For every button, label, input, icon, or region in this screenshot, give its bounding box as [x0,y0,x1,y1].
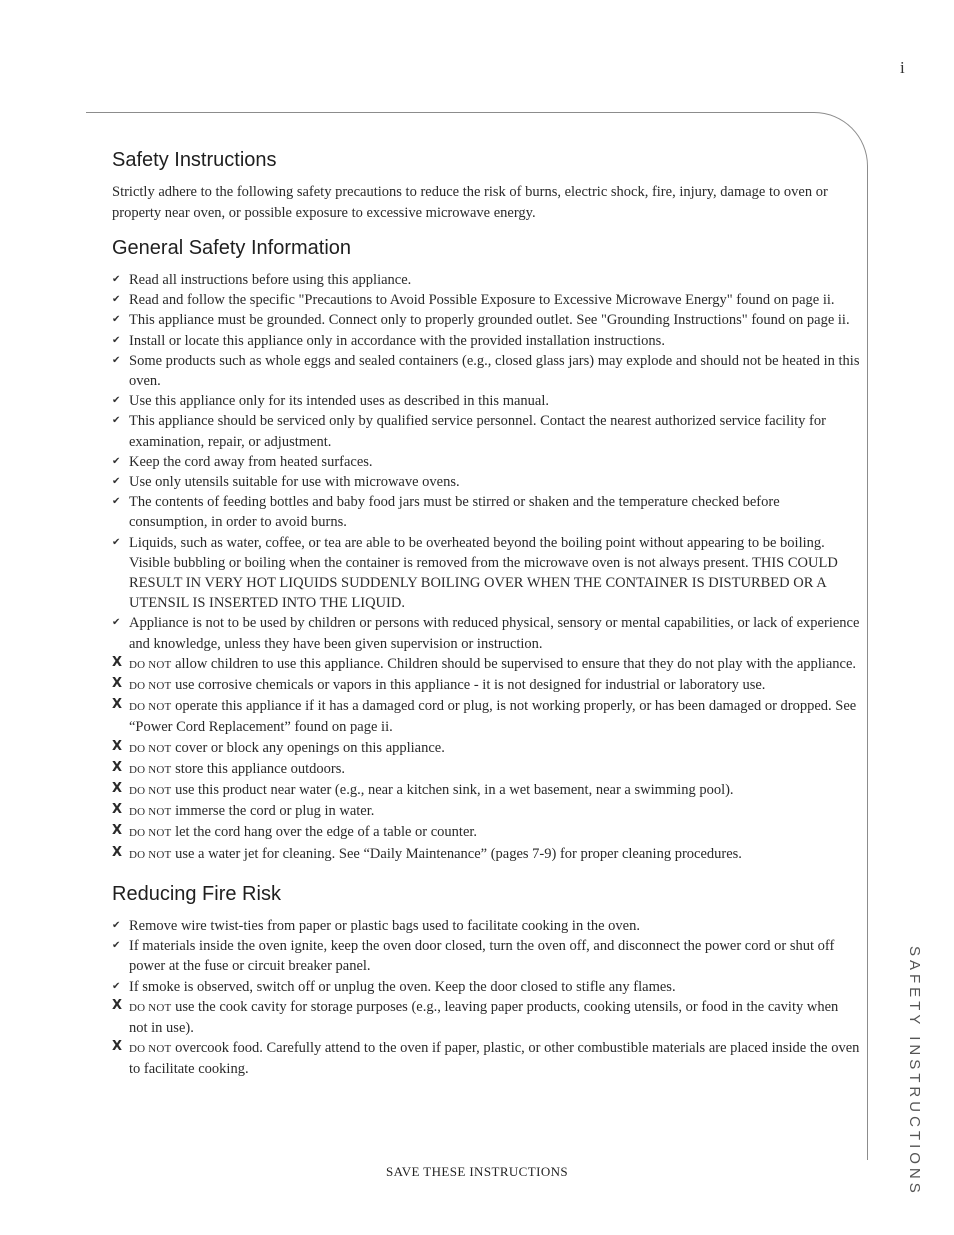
instruction-item [112,472,860,492]
item-text: Liquids, such as water, coffee, or tea are able to be overheated beyond the boiling point without appearing to be boiling. Visible bubbling or boiling when the container is removed from the microwave oven is not always present. THIS COULD RESULT IN VERY HOT LIQUIDS SUDDENLY BOILING OVER WHEN THE CONTAINER IS DISTURBED OR A UTENSIL IS INSERTED INTO THE LIQUID. [129,534,838,612]
instruction-item [112,977,860,997]
prohibition-item [112,696,860,737]
do-not-label: DO NOT [129,742,172,755]
item-text: store this appliance outdoors. [175,760,346,777]
checkmark-icon: ✔ [112,980,121,992]
x-mark-icon: X [112,1039,123,1055]
item-text: Use only utensils suitable for use with microwave ovens. [129,474,460,491]
section-heading: General Safety Information [112,237,352,259]
prohibition-item [112,844,860,865]
checkmark-icon: ✔ [112,496,121,508]
do-not-label: DO NOT [129,1043,172,1056]
item-text: Remove wire twist-ties from paper or plastic bags used to facilitate cooking in the oven. [129,917,640,934]
item-text: The contents of feeding bottles and baby food jars must be stirred or shaken and the temperature checked before consumption, in order to avoid burns. [129,494,780,531]
item-text: This appliance should be serviced only by qualified service personnel. Contact the nearest authorized service facility for examination, repair, or adjustment. [129,413,826,450]
do-not-label: DO NOT [129,806,172,819]
item-text: use corrosive chemicals or vapors in this appliance - it is not designed for industrial or laboratory use. [175,677,766,694]
item-text: use the cook cavity for storage purposes (e.g., leaving paper products, cooking utensils, or food in the cavity when not in use). [129,998,839,1036]
x-mark-icon: X [112,802,123,818]
checkmark-icon: ✔ [112,415,121,427]
x-mark-icon: X [112,654,123,670]
prohibition-item [112,759,860,780]
instruction-item [112,492,860,532]
do-not-label: DO NOT [129,680,172,693]
do-not-label: DO NOT [129,1001,172,1014]
prohibition-item [112,780,860,801]
do-not-label: DO NOT [129,848,172,861]
instruction-item [112,533,860,614]
do-not-label: DO NOT [129,827,172,840]
do-not-label: DO NOT [129,658,172,671]
section-heading: Reducing Fire Risk [112,882,281,905]
item-text: allow children to use this appliance. Children should be supervised to ensure that they do not play with the appliance. [175,655,857,672]
side-tab-label: SAFETY INSTRUCTIONS [906,946,923,1197]
do-not-label: DO NOT [129,701,172,714]
page-number: i [900,58,905,77]
do-not-label: DO NOT [129,763,172,776]
checkmark-icon: ✔ [112,919,121,931]
item-text: This appliance must be grounded. Connect only to properly grounded outlet. See "Grounding Instructions" found on page ii. [129,312,850,329]
item-text: immerse the cord or plug in water. [175,803,375,820]
instruction-item [112,351,860,391]
x-mark-icon: X [112,676,123,692]
item-text: Keep the cord away from heated surfaces. [129,453,373,470]
prohibition-item [112,801,860,822]
x-mark-icon: X [112,844,123,860]
safety-list [112,916,860,1080]
x-mark-icon: X [112,823,123,839]
instruction-item [112,290,860,310]
item-text: Read all instructions before using this appliance. [129,272,412,288]
item-text: cover or block any openings on this appliance. [175,739,445,756]
section-intro: Strictly adhere to the following safety precautions to reduce the risk of burns, electric shock, fire, injury, damage to oven or property near oven, or possible exposure to excessive microwave energy. [112,184,828,221]
prohibition-item [112,675,860,696]
checkmark-icon: ✔ [112,455,121,467]
prohibition-item [112,997,860,1038]
instruction-item [112,936,860,976]
x-mark-icon: X [112,997,123,1013]
item-text: Appliance is not to be used by children or persons with reduced physical, sensory or mental capabilities, or lack of experience and knowledge, unless they have been given supervision or instruction. [129,615,860,652]
checkmark-icon: ✔ [112,314,121,326]
checkmark-icon: ✔ [112,940,121,952]
item-text: Use this appliance only for its intended uses as described in this manual. [129,393,550,410]
do-not-label: DO NOT [129,785,172,798]
instruction-item [112,391,860,411]
prohibition-item [112,738,860,759]
prohibition-item [112,822,860,843]
checkmark-icon: ✔ [112,536,121,548]
prohibition-item [112,654,860,675]
item-text: If smoke is observed, switch off or unplug the oven. Keep the door closed to stifle any flames. [129,978,676,995]
x-mark-icon: X [112,697,123,713]
item-text: Read and follow the specific "Precautions to Avoid Possible Exposure to Excessive Microwave Energy" found on page ii. [129,292,835,309]
item-text: use this product near water (e.g., near a kitchen sink, in a wet basement, near a swimming pool). [175,782,734,799]
x-mark-icon: X [112,738,123,754]
checkmark-icon: ✔ [112,334,121,346]
instruction-item [112,411,860,451]
checkmark-icon: ✔ [112,354,121,366]
section-heading: Safety Instructions [112,149,277,171]
item-text: overcook food. Carefully attend to the oven if paper, plastic, or other combustible materials are placed inside the oven to facilitate cooking. [129,1040,860,1078]
item-text: operate this appliance if it has a damaged cord or plug, is not working properly, or has been damaged or dropped. See “Power Cord Replacement” found on page ii. [129,698,857,736]
instruction-item [112,331,860,351]
x-mark-icon: X [112,759,123,775]
instruction-item [112,613,860,653]
item-text: If materials inside the oven ignite, keep the oven door closed, turn the oven off, and disconnect the power cord or shut off power at the fuse or circuit breaker panel. [129,938,835,975]
checkmark-icon: ✔ [112,476,121,488]
document-body [112,146,860,1095]
checkmark-icon: ✔ [112,617,121,629]
instruction-item [112,452,860,472]
prohibition-item [112,1038,860,1079]
checkmark-icon: ✔ [112,395,121,407]
item-text: Install or locate this appliance only in accordance with the provided installation instructions. [129,332,665,349]
x-mark-icon: X [112,781,123,797]
item-text: use a water jet for cleaning. See “Daily Maintenance” (pages 7-9) for proper cleaning procedures. [175,845,742,862]
instruction-item [112,310,860,330]
checkmark-icon: ✔ [112,274,121,285]
instruction-item [112,916,860,936]
item-text: Some products such as whole eggs and sealed containers (e.g., closed glass jars) may explode and should not be heated in this oven. [129,352,860,390]
item-text: let the cord hang over the edge of a table or counter. [175,824,478,841]
footer-note: SAVE THESE INSTRUCTIONS [385,1164,569,1179]
instruction-item [112,270,860,290]
checkmark-icon: ✔ [112,294,121,306]
safety-list [112,270,860,865]
